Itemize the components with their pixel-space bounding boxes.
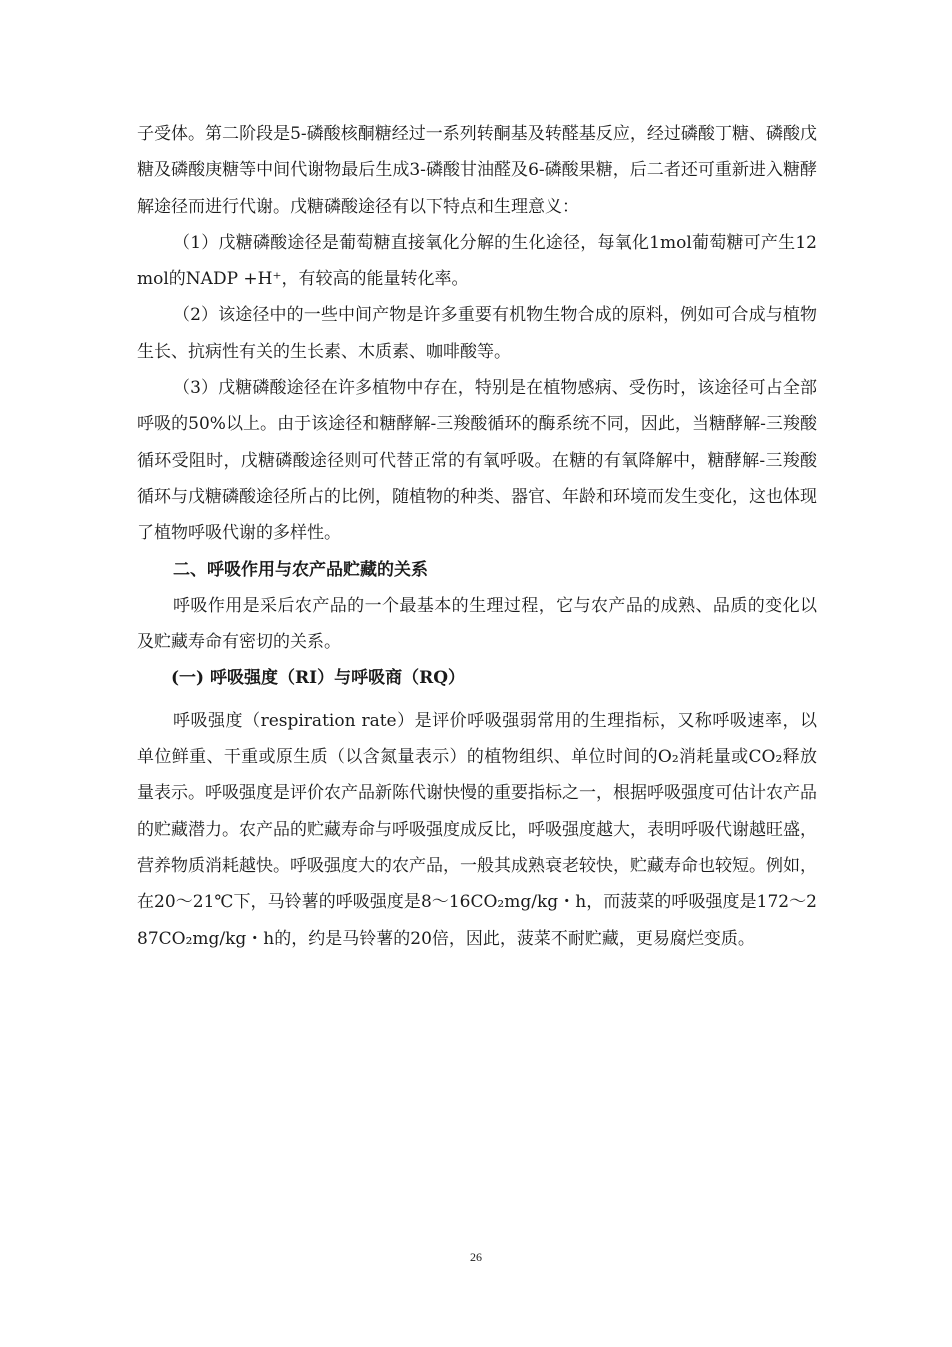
subsection-heading: (一) 呼吸强度（RI）与呼吸商（RQ）: [171, 668, 466, 689]
paragraph-point-3: （3）戊糖磷酸途径在许多植物中存在，特别是在植物感病、受伤时，该途径可占全部呼吸的50%以上。由于该途径和糖酵解-三羧酸循环的酶系统不同，因此，当糖酵解-三羧酸循环受阻时，戊糖磷酸途径则可代替正常的有氧呼吸。在糖的有氧降解中，糖酵解-三羧酸循环与戊糖磷酸途径所占的比例，随植物的种类、器官、年龄和环境而发生变化，这也体现了植物呼吸代谢的多样性。: [137, 378, 817, 544]
paragraph-point-1: （1）戊糖磷酸途径是葡萄糖直接氧化分解的生化途径，每氧化1mol葡萄糖可产生12mol的NADP +H⁺，有较高的能量转化率。: [137, 232, 817, 290]
section-heading: 二、呼吸作用与农产品贮藏的关系: [173, 559, 428, 580]
paragraph-respiration-rate: 呼吸强度（respiration rate）是评价呼吸强弱常用的生理指标，又称呼吸速率，以单位鲜重、干重或原生质（以含氮量表示）的植物组织、单位时间的O₂消耗量或CO₂释放量表示。呼吸强度是评价农产品新陈代谢快慢的重要指标之一，根据呼吸强度可估计农产品的贮藏潜力。农产品的贮藏寿命与呼吸强度成反比，呼吸强度越大，表明呼吸代谢越旺盛，营养物质消耗越快。呼吸强度大的农产品，一般其成熟衰老较快，贮藏寿命也较短。例如，在20～21℃下，马铃薯的呼吸强度是8～16CO₂mg/kg・h，而菠菜的呼吸强度是172～287CO₂mg/kg・h的，约是马铃薯的20倍，因此，菠菜不耐贮藏，更易腐烂变质。: [137, 710, 817, 949]
page-number: 26: [470, 1250, 482, 1264]
paragraph-respiration-intro: 呼吸作用是采后农产品的一个最基本的生理过程，它与农产品的成熟、品质的变化以及贮藏寿命有密切的关系。: [137, 595, 817, 653]
paragraph-pentose-phosphate-stage2: 子受体。第二阶段是5-磷酸核酮糖经过一系列转酮基及转醛基反应，经过磷酸丁糖、磷酸戊糖及磷酸庚糖等中间代谢物最后生成3-磷酸甘油醛及6-磷酸果糖，后二者还可重新进入糖酵解途径而进行代谢。戊糖磷酸途径有以下特点和生理意义：: [137, 124, 817, 217]
paragraph-point-2: （2）该途径中的一些中间产物是许多重要有机物生物合成的原料，例如可合成与植物生长、抗病性有关的生长素、木质素、咖啡酸等。: [137, 305, 817, 362]
body-text: [137, 116, 817, 957]
